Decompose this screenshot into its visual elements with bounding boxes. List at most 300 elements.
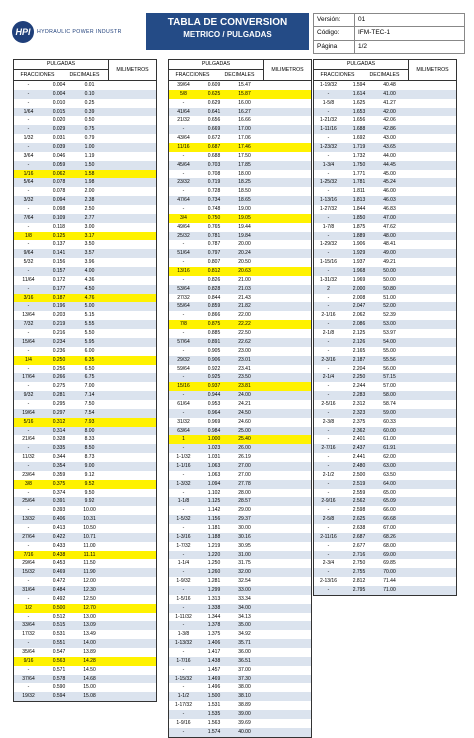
decimal-cell: 2.126 bbox=[352, 338, 366, 345]
millimeter-cell: 19.00 bbox=[238, 206, 251, 213]
fraction-cell: - bbox=[182, 259, 185, 266]
table-row bbox=[14, 435, 156, 444]
decimal-cell: 1.656 bbox=[352, 117, 366, 124]
fraction-cell: 43/64 bbox=[177, 135, 190, 142]
millimeter-cell: 12.30 bbox=[83, 586, 96, 593]
table-row bbox=[314, 240, 456, 249]
decimal-cell: 1.535 bbox=[207, 711, 221, 718]
fraction-cell: - bbox=[182, 206, 185, 213]
decimal-cell: 1.937 bbox=[352, 259, 366, 266]
fraction-cell: - bbox=[327, 232, 330, 239]
table-row bbox=[14, 214, 156, 223]
millimeter-cell: 12.70 bbox=[83, 604, 96, 611]
fraction-cell: - bbox=[27, 383, 30, 390]
fraction-cell: - bbox=[27, 117, 30, 124]
header-decimales: DECIMALES bbox=[69, 72, 100, 78]
decimal-cell: 0.078 bbox=[52, 188, 66, 195]
table-row bbox=[314, 311, 456, 320]
header-fracciones: FRACCIONES bbox=[175, 72, 210, 78]
millimeter-cell: 19.84 bbox=[238, 232, 251, 239]
table-row bbox=[314, 329, 456, 338]
decimal-cell: 0.250 bbox=[52, 356, 66, 363]
fraction-cell: 2-5/8 bbox=[322, 516, 335, 523]
millimeter-cell: 63.00 bbox=[383, 462, 396, 469]
millimeter-cell: 46.00 bbox=[383, 188, 396, 195]
fraction-cell: - bbox=[182, 330, 185, 337]
millimeter-cell: 32.54 bbox=[238, 578, 251, 585]
table-row bbox=[314, 559, 456, 568]
table-row bbox=[169, 604, 311, 613]
decimal-cell: 0.281 bbox=[52, 392, 66, 399]
decimal-cell: 2.638 bbox=[352, 524, 366, 531]
fraction-cell: - bbox=[27, 489, 30, 496]
decimal-cell: 0.098 bbox=[52, 206, 66, 213]
decimal-cell: 1.378 bbox=[207, 622, 221, 629]
decimal-cell: 1.181 bbox=[207, 524, 221, 531]
table-row bbox=[314, 577, 456, 586]
table-row bbox=[314, 338, 456, 347]
fraction-cell: 1/4 bbox=[25, 356, 32, 363]
fraction-cell: 2-1/2 bbox=[322, 471, 335, 478]
table-row bbox=[169, 249, 311, 258]
table-header bbox=[169, 60, 311, 81]
decimal-cell: 1.969 bbox=[352, 276, 366, 283]
millimeter-cell: 8.73 bbox=[84, 454, 95, 461]
millimeter-cell: 1.98 bbox=[84, 179, 95, 186]
fraction-cell: - bbox=[327, 268, 330, 275]
fraction-cell: 1-29/32 bbox=[320, 241, 337, 248]
millimeter-cell: 9.92 bbox=[84, 498, 95, 505]
millimeter-cell: 40.48 bbox=[383, 82, 396, 88]
millimeter-cell: 22.50 bbox=[238, 330, 251, 337]
fraction-cell: - bbox=[327, 214, 330, 221]
millimeter-cell: 42.06 bbox=[383, 117, 396, 124]
table-row bbox=[14, 365, 156, 374]
fraction-cell: 39/64 bbox=[177, 82, 190, 88]
table-row bbox=[314, 533, 456, 542]
table-row bbox=[314, 302, 456, 311]
table-row bbox=[169, 577, 311, 586]
decimal-cell: 1.156 bbox=[207, 516, 221, 523]
millimeter-cell: 3.96 bbox=[84, 259, 95, 266]
millimeter-cell: 38.89 bbox=[238, 702, 251, 709]
decimal-cell: 0.656 bbox=[207, 117, 221, 124]
decimal-cell: 1.457 bbox=[207, 666, 221, 673]
fraction-cell: - bbox=[327, 188, 330, 195]
table-row bbox=[314, 196, 456, 205]
fraction-cell: - bbox=[27, 462, 30, 469]
decimal-cell: 2.401 bbox=[352, 436, 366, 443]
millimeter-cell: 21.00 bbox=[238, 276, 251, 283]
table-row bbox=[169, 391, 311, 400]
fraction-cell: 5/16 bbox=[23, 418, 34, 425]
millimeter-cell: 23.01 bbox=[238, 356, 251, 363]
table-row bbox=[314, 418, 456, 427]
logo-text: HYDRAULIC POWER INDUSTR bbox=[37, 28, 122, 35]
millimeter-cell: 50.00 bbox=[383, 276, 396, 283]
fraction-cell: 11/16 bbox=[177, 144, 190, 151]
table-row bbox=[14, 427, 156, 436]
decimal-cell: 1.094 bbox=[207, 480, 221, 487]
fraction-cell: - bbox=[327, 551, 330, 558]
table-row bbox=[14, 462, 156, 471]
decimal-cell: 2.165 bbox=[352, 347, 366, 354]
decimal-cell: 0.156 bbox=[52, 259, 66, 266]
millimeter-cell: 10.50 bbox=[83, 524, 96, 531]
decimal-cell: 0.781 bbox=[207, 232, 221, 239]
millimeter-cell: 2.00 bbox=[84, 188, 95, 195]
millimeter-cell: 24.60 bbox=[238, 418, 251, 425]
millimeter-cell: 13.09 bbox=[83, 622, 96, 629]
millimeter-cell: 24.50 bbox=[238, 409, 251, 416]
meta-value: 01 bbox=[358, 16, 366, 23]
conversion-table-1 bbox=[13, 59, 157, 702]
decimal-cell: 1.929 bbox=[352, 250, 366, 257]
fraction-cell: 3/16 bbox=[23, 294, 34, 301]
millimeter-cell: 58.74 bbox=[383, 400, 396, 407]
decimal-cell: 2.323 bbox=[352, 409, 366, 416]
table-row bbox=[169, 515, 311, 524]
millimeter-cell: 49.00 bbox=[383, 250, 396, 257]
fraction-cell: - bbox=[327, 462, 330, 469]
millimeter-cell: 21.03 bbox=[238, 285, 251, 292]
meta-row-version bbox=[313, 13, 465, 26]
millimeter-cell: 46.03 bbox=[383, 197, 396, 204]
decimal-cell: 1.732 bbox=[352, 152, 366, 159]
fraction-cell: - bbox=[327, 250, 330, 257]
millimeter-cell: 21.43 bbox=[238, 294, 251, 301]
millimeter-cell: 29.37 bbox=[238, 516, 251, 523]
millimeter-cell: 15.87 bbox=[238, 90, 251, 97]
table-row bbox=[314, 99, 456, 108]
decimal-cell: 1.344 bbox=[207, 613, 221, 620]
decimal-cell: 1.844 bbox=[352, 206, 366, 213]
millimeter-cell: 26.19 bbox=[238, 454, 251, 461]
table-row bbox=[169, 613, 311, 622]
millimeter-cell: 70.00 bbox=[383, 569, 396, 576]
meta-label: Versión: bbox=[314, 14, 355, 26]
table-row bbox=[169, 373, 311, 382]
millimeter-cell: 68.26 bbox=[383, 533, 396, 540]
conversion-table-2 bbox=[168, 59, 312, 738]
decimal-cell: 2.598 bbox=[352, 507, 366, 514]
fraction-cell: - bbox=[327, 170, 330, 177]
decimal-cell: 0.196 bbox=[52, 303, 66, 310]
fraction-cell: 2-1/4 bbox=[322, 374, 335, 381]
fraction-cell: 29/32 bbox=[177, 356, 190, 363]
table-row bbox=[169, 294, 311, 303]
decimal-cell: 0.039 bbox=[52, 144, 66, 151]
millimeter-cell: 44.00 bbox=[383, 152, 396, 159]
meta-row-page bbox=[313, 40, 465, 54]
table-row bbox=[169, 81, 311, 90]
millimeter-cell: 54.00 bbox=[383, 338, 396, 345]
fraction-cell: - bbox=[327, 507, 330, 514]
fraction-cell: 1/2 bbox=[25, 604, 32, 611]
table-row bbox=[169, 356, 311, 365]
millimeter-cell: 50.00 bbox=[383, 268, 396, 275]
millimeter-cell: 9.12 bbox=[84, 471, 95, 478]
millimeter-cell: 66.00 bbox=[383, 507, 396, 514]
table-row bbox=[169, 710, 311, 719]
fraction-cell: - bbox=[327, 436, 330, 443]
decimal-cell: 0.629 bbox=[207, 99, 221, 106]
table-row bbox=[314, 258, 456, 267]
fraction-cell: 37/64 bbox=[22, 675, 35, 682]
decimal-cell: 0.219 bbox=[52, 321, 66, 328]
millimeter-cell: 18.65 bbox=[238, 197, 251, 204]
fraction-cell: 7/16 bbox=[23, 551, 34, 558]
decimal-cell: 0.029 bbox=[52, 126, 66, 133]
fraction-cell: - bbox=[182, 471, 185, 478]
millimeter-cell: 68.00 bbox=[383, 542, 396, 549]
millimeter-cell: 18.50 bbox=[238, 188, 251, 195]
decimal-cell: 2.086 bbox=[352, 321, 366, 328]
table-row bbox=[14, 489, 156, 498]
table-row bbox=[169, 683, 311, 692]
decimal-cell: 1.102 bbox=[207, 489, 221, 496]
millimeter-cell: 49.21 bbox=[383, 259, 396, 266]
fraction-cell: - bbox=[327, 152, 330, 159]
fraction-cell: 15/16 bbox=[177, 383, 190, 390]
decimal-cell: 0.275 bbox=[52, 383, 66, 390]
millimeter-cell: 34.00 bbox=[238, 604, 251, 611]
table-row bbox=[14, 108, 156, 117]
fraction-cell: 1-5/32 bbox=[176, 516, 191, 523]
decimal-cell: 0.672 bbox=[207, 135, 221, 142]
fraction-cell: - bbox=[27, 524, 30, 531]
table-row bbox=[14, 692, 156, 701]
decimal-cell: 0.859 bbox=[207, 303, 221, 310]
table-row bbox=[14, 648, 156, 657]
table-row bbox=[314, 152, 456, 161]
millimeter-cell: 34.92 bbox=[238, 631, 251, 638]
table-row bbox=[314, 444, 456, 453]
decimal-cell: 0.866 bbox=[207, 312, 221, 319]
millimeter-cell: 53.97 bbox=[383, 330, 396, 337]
decimal-cell: 0.944 bbox=[207, 392, 221, 399]
millimeter-cell: 15.08 bbox=[83, 693, 96, 700]
fraction-cell: 5/8 bbox=[180, 90, 187, 97]
decimal-cell: 2.500 bbox=[352, 471, 366, 478]
fraction-cell: - bbox=[327, 454, 330, 461]
fraction-cell: - bbox=[327, 365, 330, 372]
fraction-cell: 2-3/8 bbox=[322, 418, 335, 425]
fraction-cell: 45/64 bbox=[177, 161, 190, 168]
fraction-cell: 11/32 bbox=[22, 454, 35, 461]
table-row bbox=[314, 524, 456, 533]
fraction-cell: 1-7/8 bbox=[322, 223, 335, 230]
decimal-cell: 0.807 bbox=[207, 259, 221, 266]
decimal-cell: 0.297 bbox=[52, 409, 66, 416]
fraction-cell: - bbox=[27, 161, 30, 168]
millimeter-cell: 2.50 bbox=[84, 206, 95, 213]
fraction-cell: 1-1/2 bbox=[177, 693, 190, 700]
table-row bbox=[169, 427, 311, 436]
table-row bbox=[314, 116, 456, 125]
millimeter-cell: 2.38 bbox=[84, 197, 95, 204]
fraction-cell: - bbox=[327, 392, 330, 399]
decimal-cell: 0.578 bbox=[52, 675, 66, 682]
table-row bbox=[314, 568, 456, 577]
table-row bbox=[14, 90, 156, 99]
table-row bbox=[14, 152, 156, 161]
millimeter-cell: 56.00 bbox=[383, 365, 396, 372]
fraction-cell: - bbox=[27, 640, 30, 647]
decimal-cell: 0.004 bbox=[52, 82, 66, 88]
millimeter-cell: 60.33 bbox=[383, 418, 396, 425]
millimeter-cell: 9.00 bbox=[84, 462, 95, 469]
table-row bbox=[14, 187, 156, 196]
table-row bbox=[314, 170, 456, 179]
millimeter-cell: 11.50 bbox=[83, 560, 96, 567]
table-row bbox=[314, 453, 456, 462]
decimal-cell: 0.078 bbox=[52, 179, 66, 186]
fraction-cell: - bbox=[327, 135, 330, 142]
fraction-cell: - bbox=[27, 330, 30, 337]
fraction-cell: 27/64 bbox=[22, 533, 35, 540]
millimeter-cell: 13.00 bbox=[83, 613, 96, 620]
fraction-cell: 15/64 bbox=[22, 338, 35, 345]
decimal-cell: 0.515 bbox=[52, 622, 66, 629]
decimal-cell: 0.571 bbox=[52, 666, 66, 673]
millimeter-cell: 5.00 bbox=[84, 303, 95, 310]
table-row bbox=[314, 320, 456, 329]
fraction-cell: 1-23/32 bbox=[320, 144, 337, 151]
fraction-cell: 5/64 bbox=[23, 179, 34, 186]
table-body bbox=[169, 81, 311, 737]
decimal-cell: 0.374 bbox=[52, 489, 66, 496]
table-row bbox=[314, 276, 456, 285]
millimeter-cell: 26.00 bbox=[238, 445, 251, 452]
millimeter-cell: 31.00 bbox=[238, 551, 251, 558]
table-row bbox=[169, 329, 311, 338]
millimeter-cell: 14.50 bbox=[83, 666, 96, 673]
decimal-cell: 0.203 bbox=[52, 312, 66, 319]
fraction-cell: 1-3/16 bbox=[176, 533, 191, 540]
decimal-cell: 0.453 bbox=[52, 560, 66, 567]
fraction-cell: 17/64 bbox=[22, 374, 35, 381]
millimeter-cell: 6.35 bbox=[84, 356, 95, 363]
fraction-cell: 2-1/8 bbox=[322, 330, 335, 337]
decimal-cell: 1.063 bbox=[207, 471, 221, 478]
fraction-cell: - bbox=[27, 90, 30, 97]
fraction-cell: 1-3/32 bbox=[176, 480, 191, 487]
fraction-cell: 1-1/4 bbox=[177, 560, 190, 567]
millimeter-cell: 8.50 bbox=[84, 445, 95, 452]
decimal-cell: 0.500 bbox=[52, 604, 66, 611]
millimeter-cell: 19.44 bbox=[238, 223, 251, 230]
decimal-cell: 2.187 bbox=[352, 356, 366, 363]
table-row bbox=[169, 728, 311, 737]
table-row bbox=[314, 347, 456, 356]
millimeter-cell: 7.14 bbox=[84, 392, 95, 399]
decimal-cell: 1.496 bbox=[207, 684, 221, 691]
header-fracciones: FRACCIONES bbox=[320, 72, 355, 78]
millimeter-cell: 59.00 bbox=[383, 409, 396, 416]
table-row bbox=[314, 90, 456, 99]
millimeter-cell: 14.68 bbox=[83, 675, 96, 682]
decimal-cell: 0.484 bbox=[52, 586, 66, 593]
millimeter-cell: 50.80 bbox=[383, 285, 396, 292]
table-row bbox=[14, 497, 156, 506]
meta-value: 1/2 bbox=[358, 42, 368, 50]
fraction-cell: - bbox=[327, 524, 330, 531]
table-row bbox=[169, 285, 311, 294]
millimeter-cell: 20.63 bbox=[238, 268, 251, 275]
millimeter-cell: 5.50 bbox=[84, 330, 95, 337]
millimeter-cell: 7.54 bbox=[84, 409, 95, 416]
decimal-cell: 0.512 bbox=[52, 613, 66, 620]
millimeter-cell: 1.00 bbox=[84, 144, 95, 151]
decimal-cell: 2.244 bbox=[352, 383, 366, 390]
table-row bbox=[169, 453, 311, 462]
table-row bbox=[314, 542, 456, 551]
table-row bbox=[14, 621, 156, 630]
millimeter-cell: 22.62 bbox=[238, 338, 251, 345]
millimeter-cell: 15.47 bbox=[238, 82, 251, 88]
table-row bbox=[169, 409, 311, 418]
decimal-cell: 0.062 bbox=[52, 170, 66, 177]
fraction-cell: 9/64 bbox=[23, 250, 34, 257]
decimal-cell: 1.875 bbox=[352, 223, 366, 230]
decimal-cell: 0.020 bbox=[52, 117, 66, 124]
table-row bbox=[314, 551, 456, 560]
decimal-cell: 0.687 bbox=[207, 144, 221, 151]
decimal-cell: 1.750 bbox=[352, 161, 366, 168]
fraction-cell: 7/32 bbox=[23, 321, 34, 328]
decimal-cell: 0.015 bbox=[52, 108, 66, 115]
table-row bbox=[14, 267, 156, 276]
millimeter-cell: 18.00 bbox=[238, 170, 251, 177]
fraction-cell: - bbox=[27, 144, 30, 151]
millimeter-cell: 13.89 bbox=[83, 649, 96, 655]
fraction-cell: - bbox=[182, 126, 185, 133]
table-row bbox=[169, 108, 311, 117]
fraction-cell: 1-15/16 bbox=[320, 259, 337, 266]
table-row bbox=[14, 311, 156, 320]
fraction-cell: 17/32 bbox=[22, 631, 35, 638]
millimeter-cell: 7.50 bbox=[84, 400, 95, 407]
fraction-cell: - bbox=[327, 489, 330, 496]
millimeter-cell: 41.00 bbox=[383, 90, 396, 97]
decimal-cell: 0.875 bbox=[207, 321, 221, 328]
decimal-cell: 0.391 bbox=[52, 498, 66, 505]
fraction-cell: 1/8 bbox=[25, 232, 32, 239]
fraction-cell: - bbox=[27, 188, 30, 195]
table-row bbox=[14, 409, 156, 418]
millimeter-cell: 58.00 bbox=[383, 392, 396, 399]
millimeter-cell: 40.00 bbox=[238, 728, 251, 735]
decimal-cell: 0.312 bbox=[52, 418, 66, 425]
table-row bbox=[314, 143, 456, 152]
table-row bbox=[169, 471, 311, 480]
decimal-cell: 0.797 bbox=[207, 250, 221, 257]
fraction-cell: 57/64 bbox=[177, 338, 190, 345]
table-row bbox=[169, 205, 311, 214]
fraction-cell: 1-25/32 bbox=[320, 179, 337, 186]
fraction-cell: - bbox=[327, 427, 330, 434]
table-row bbox=[169, 143, 311, 152]
decimal-cell: 1.653 bbox=[352, 108, 366, 115]
logo-mark: HPI bbox=[12, 21, 34, 43]
decimal-cell: 0.826 bbox=[207, 276, 221, 283]
decimal-cell: 2.250 bbox=[352, 374, 366, 381]
table-row bbox=[14, 205, 156, 214]
table-header bbox=[314, 60, 456, 81]
table-row bbox=[169, 418, 311, 427]
fraction-cell: - bbox=[182, 649, 185, 655]
